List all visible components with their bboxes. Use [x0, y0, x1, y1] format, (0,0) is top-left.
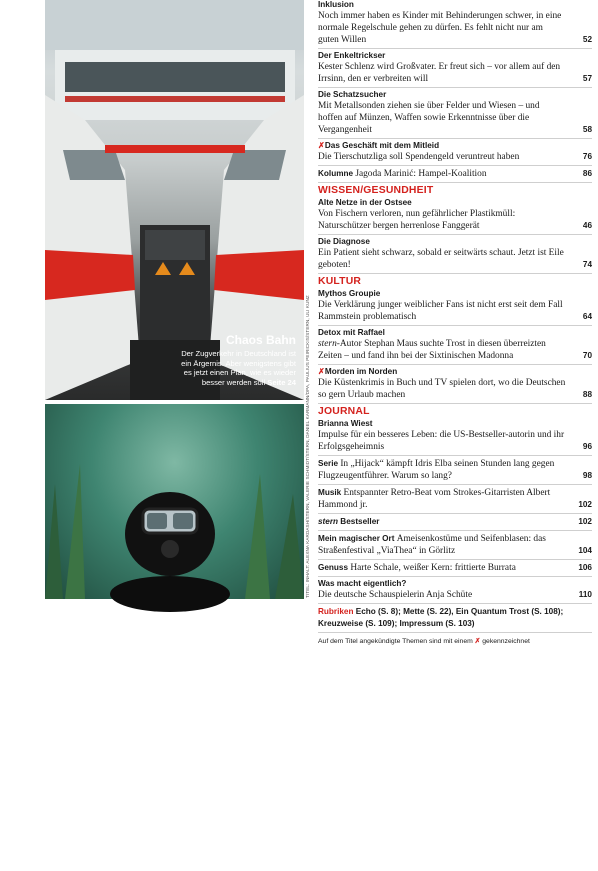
toc-entry[interactable] — [318, 419, 592, 453]
page-number: 104 — [578, 546, 592, 555]
cross-marker-icon: ✗ — [318, 367, 325, 376]
table-of-contents — [318, 0, 592, 645]
entry-heading: Brianna Wiest — [318, 419, 373, 428]
caption-page: Seite 46 — [267, 861, 296, 871]
toc-entry[interactable] — [318, 562, 592, 574]
entry-text: Kester Schlenz wird Großvater. Er freut sich – vor allem auf den Irrsinn, den er verbreiten will — [318, 62, 561, 84]
divider — [318, 182, 592, 183]
cross-marker-icon: ✗ — [474, 638, 481, 645]
entry-label: Mein magischer Ort — [318, 534, 397, 543]
entry-heading: Der Enkeltrickser — [318, 51, 386, 60]
entry-heading: Alte Netze in der Ostsee — [318, 198, 412, 207]
entry-heading: Mythos Groupie — [318, 289, 381, 298]
photo-credit: TITEL: INHALT: ALEXNA KARDASH/STERN, VALERIE SCHMIDT/STERN, DANIEL KARMANN/DPA, PAULIUS PEIRICKIS/STERN, ULI KUNZ — [305, 295, 310, 598]
toc-entry[interactable] — [318, 579, 592, 601]
entry-heading: Was macht eigentlich? — [318, 579, 407, 588]
caption-title: Chaos Bahn — [225, 333, 296, 347]
bottom-photo-caption[interactable] — [166, 817, 296, 871]
toc-entry[interactable] — [318, 51, 592, 85]
divider — [318, 325, 592, 326]
divider — [318, 138, 592, 139]
divider — [318, 234, 592, 235]
toc-entry[interactable] — [318, 90, 592, 136]
page-number: 70 — [582, 351, 592, 360]
entry-heading: ✗Morden im Norden — [318, 367, 398, 376]
toc-entry[interactable] — [318, 0, 592, 46]
entry-label: Genuss — [318, 563, 351, 572]
divider — [318, 455, 592, 456]
section-heading: KULTUR — [318, 276, 362, 287]
toc-entry[interactable] — [318, 606, 592, 630]
entry-text: Die Tierschutzliga soll Spendengeld veruntreut haben — [318, 152, 520, 162]
entry-label: Serie — [318, 459, 341, 468]
toc-entry[interactable] — [318, 237, 592, 271]
page-number: 46 — [582, 221, 592, 230]
page-number: 102 — [578, 500, 592, 509]
toc-entry[interactable] — [318, 198, 592, 232]
page-number: 57 — [582, 74, 592, 83]
toc-entry[interactable] — [318, 458, 592, 482]
section-heading: JOURNAL — [318, 406, 370, 417]
train-photo[interactable] — [45, 0, 304, 400]
divider — [318, 165, 592, 166]
divider — [318, 513, 592, 514]
cross-marker-icon: ✗ — [318, 141, 325, 150]
toc-entry[interactable] — [318, 533, 592, 557]
page-number: 88 — [582, 390, 592, 399]
divider — [318, 87, 592, 88]
entry-heading: ✗Das Geschäft mit dem Mitleid — [318, 141, 440, 150]
entry-heading: Die Schatzsucher — [318, 90, 387, 99]
divider — [318, 364, 592, 365]
divider — [318, 559, 592, 560]
entry-text: Die deutsche Schauspielerin Anja Schüte — [318, 590, 473, 600]
footer-note: Auf dem Titel angekündigte Themen sind mit einem ✗ gekennzeichnet — [318, 638, 530, 645]
divider — [318, 403, 592, 404]
entry-text: stern-Autor Stephan Maus suchte Trost in diesen überreizten Zeiten – und fand ihn bei der Sixtinischen Madonna — [318, 339, 546, 361]
divider — [318, 484, 592, 485]
divider — [318, 632, 592, 633]
page-number: 106 — [578, 563, 592, 572]
page-number: 110 — [578, 590, 592, 599]
toc-entry[interactable] — [318, 168, 592, 180]
toc-entry[interactable] — [318, 328, 592, 362]
entry-text: Musik Entspannter Retro-Beat vom Strokes-Gitarristen Albert Hammond jr. — [318, 488, 551, 510]
entry-text: Die Küstenkrimis in Buch und TV spielen dort, wo die Deutschen so gern Urlaub machen — [318, 378, 566, 400]
toc-entry[interactable] — [318, 141, 592, 163]
top-photo-caption[interactable] — [181, 333, 296, 387]
entry-heading: Die Diagnose — [318, 237, 370, 246]
divider — [318, 273, 592, 274]
entry-text: Die Verklärung junger weiblicher Fans ist nicht erst seit dem Fall Rammstein problematisch — [318, 300, 563, 322]
entry-heading: Detox mit Raffael — [318, 328, 385, 337]
entry-text — [318, 516, 566, 528]
page-number: 102 — [578, 517, 592, 526]
entry-label: Musik — [318, 488, 344, 497]
toc-entry[interactable] — [318, 516, 592, 528]
entry-label: Bestseller — [338, 517, 380, 526]
entry-text: Ein Patient sieht schwarz, sobald er seitwärts schaut. Jetzt ist Eile geboten! — [318, 248, 564, 270]
divider — [318, 530, 592, 531]
divider — [318, 48, 592, 49]
caption-page: Seite 24 — [267, 377, 296, 387]
section-heading: WISSEN/GESUNDHEIT — [318, 185, 434, 196]
rubric-label: Rubriken — [318, 607, 356, 616]
toc-entry[interactable] — [318, 487, 592, 511]
diver-illustration — [45, 404, 304, 599]
caption-text: „Geisternetze“ bedrohen die Tierwelt der Meere. Vor Rügen hat man den Kampf gegen sie aufgenommen Seite 46 — [173, 833, 296, 871]
toc-entry[interactable] — [318, 367, 592, 401]
entry-label: stern — [318, 517, 339, 526]
entry-heading: Inklusion — [318, 0, 354, 9]
entry-text: Mein magischer Ort Ameisenkostüme und Seifenblasen: das Straßenfestival „ViaThea“ in Görlitz — [318, 534, 546, 556]
page-number: 76 — [582, 152, 592, 161]
page-number: 98 — [582, 471, 592, 480]
page-number: 86 — [582, 169, 592, 178]
caption-text: Der Zugverkehr in Deutschland ist ein Ärgernis. Aber wenigstens gibt es jetzt einen Plan, wie es wieder besser werden soll Seite 24 — [181, 349, 296, 387]
page-number: 96 — [582, 442, 592, 451]
entry-text: Noch immer haben es Kinder mit Behinderungen schwer, in eine normale Regelschule gehen zu dürfen. Es fehlt nicht nur am guten Willen — [318, 11, 562, 45]
divider — [318, 576, 592, 577]
margin-strip — [0, 0, 45, 599]
page-number: 52 — [582, 35, 592, 44]
entry-text: Impulse für ein besseres Leben: die US-Bestseller-autorin und ihr Erfolgsgeheimnis — [318, 430, 565, 452]
toc-entry[interactable] — [318, 289, 592, 323]
divider — [318, 603, 592, 604]
entry-label: Kolumne — [318, 169, 356, 178]
entry-text: Mit Metallsonden ziehen sie über Felder und Wiesen – und hoffen auf Münzen, Waffen sowie Erkenntnisse über die Vergangenheit — [318, 101, 540, 135]
entry-text: Rubriken Echo (S. 8); Mette (S. 22), Ein Quantum Trost (S. 108); Kreuzweise (S. 109); Impressum (S. 103) — [318, 607, 564, 628]
entry-text: Serie In „Hijack“ kämpft Idris Elba seinen Stunden lang gegen Flugzeugentführer. Warum so lang? — [318, 459, 555, 481]
entry-text: Von Fischern verloren, nun gefährlicher Plastikmüll: Naturschützer bergen herrenlose Fanggerät — [318, 209, 516, 231]
entry-text: Kolumne Jagoda Marinić: Hampel-Koalition — [318, 169, 487, 179]
diver-photo[interactable] — [45, 404, 304, 871]
entry-text: Genuss Harte Schale, weißer Kern: frittierte Burrata — [318, 563, 516, 573]
page-number: 64 — [582, 312, 592, 321]
caption-title: Gespenster der See — [183, 817, 296, 831]
page-number: 58 — [582, 125, 592, 134]
page-number: 74 — [582, 260, 592, 269]
